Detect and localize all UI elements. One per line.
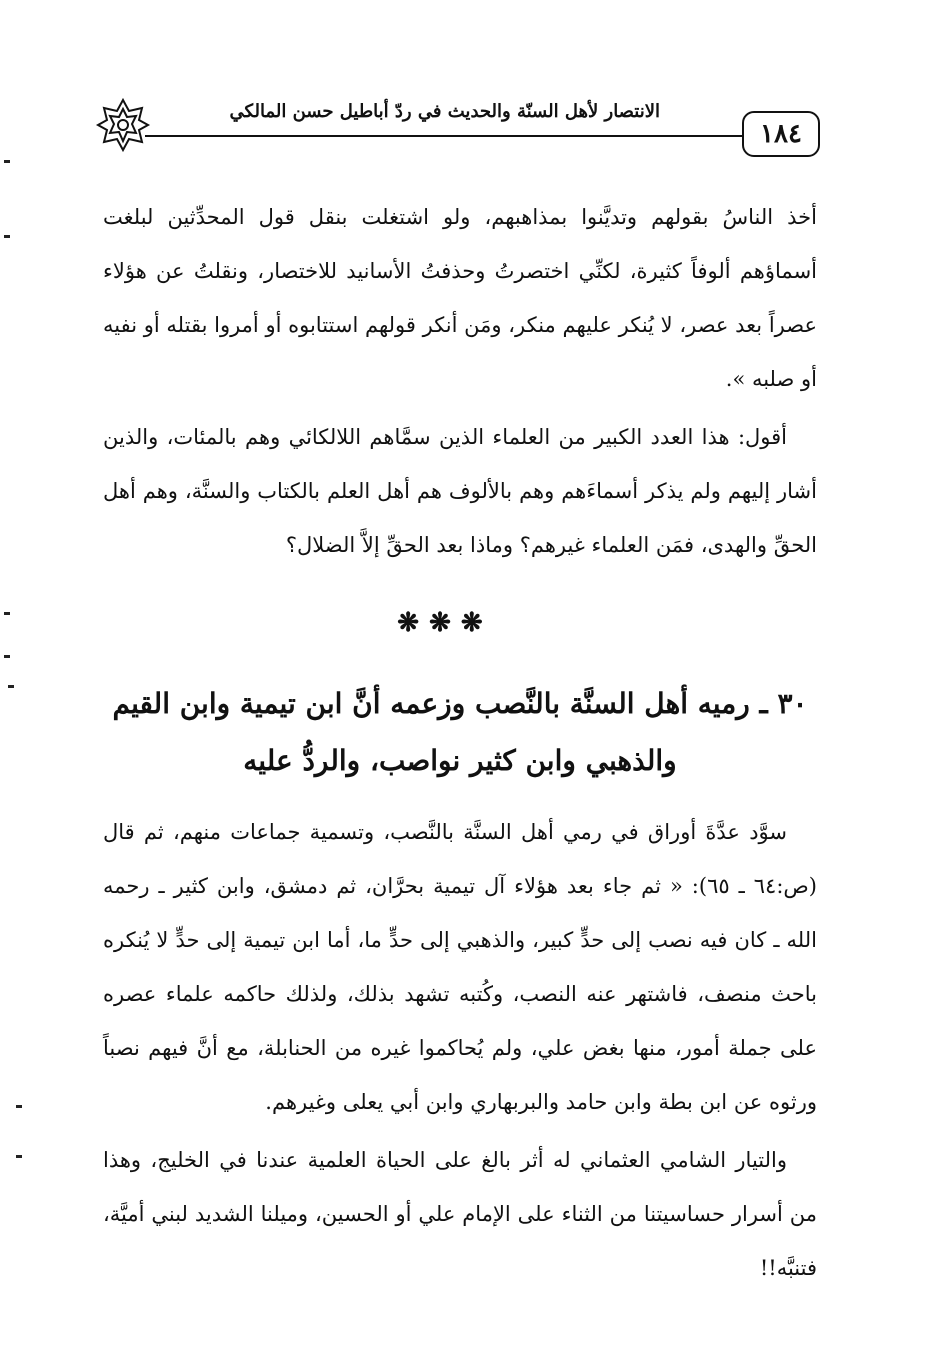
scan-mark (16, 1155, 22, 1158)
page-number: ١٨٤ (742, 111, 820, 157)
scan-mark (4, 235, 10, 238)
ornament-icon (95, 97, 151, 153)
star-icon: ❋ (397, 608, 420, 638)
paragraph: أخذ الناسُ بقولهم وتديَّنوا بمذاهبهم، ولو اشتغلت بنقل قول المحدِّثين لبلغت أسماؤهم ألوفاً كثيرة، لكنِّي اختصرتُ وحذفتُ الأسانيد للاختصار، ونقلتُ عن هؤلاء عصراً بعد عصر، لا يُنكر عليهم منكر، ومَن أنكر قولهم استتابوه أو أمروا بقتله أو نفيه أو صلبه ». (103, 205, 817, 391)
paragraph: والتيار الشامي العثماني له أثر بالغ على الحياة العلمية عندنا في الخليج، وهذا من أسرار حساسيتنا من الثناء على الإمام علي أو الحسين، وميلنا الشديد لبني أميَّة، فتنبَّه!! (103, 1148, 817, 1280)
section-heading (103, 675, 817, 789)
star-icon: ❋ (429, 608, 451, 638)
scan-mark (4, 160, 10, 163)
body-text-top (103, 190, 817, 572)
header-rule (145, 135, 742, 137)
scan-mark (8, 685, 14, 688)
scan-mark (4, 655, 10, 658)
paragraph: سوَّد عدَّةَ أوراق في رمي أهل السنَّة بالنَّصب، وتسمية جماعات منهم، ثم قال (ص:٦٤ ـ ٦٥): « ثم جاء بعد هؤلاء آل تيمية بحرَّان، ثم دمشق، وابن كثير ـ رحمه الله ـ كان فيه نصب إلى حدٍّ كبير، والذهبي إلى حدٍّ ما، أما ابن تيمية إلى حدٍّ لا يُنكره باحث منصف، فاشتهر عنه النصب، وكُتبه تشهد بذلك، ولذلك حاكمه علماء عصره على جملة أمور، منها بغض علي، ولم يُحاكموا غيره من الحنابلة، مع أنَّ فيهم نصباً ورثوه عن ابن بطة وابن حامد والبربهاري وابن أبي يعلى وغيرهم. (103, 820, 817, 1114)
section-heading-line: ٣٠ ـ رميه أهل السنَّة بالنَّصب وزعمه أنَّ ابن تيمية وابن القيم (112, 687, 808, 720)
section-separator (380, 605, 500, 641)
scan-mark (4, 612, 10, 615)
star-icon: ❋ (460, 608, 483, 638)
section-heading-line: والذهبي وابن كثير نواصب، والردُّ عليه (243, 744, 677, 777)
body-text-bottom (103, 805, 817, 1295)
scan-mark (16, 1105, 22, 1108)
page-header (95, 95, 820, 160)
paragraph: أقول: هذا العدد الكبير من العلماء الذين سمَّاهم اللالكائي وهم بالمئات، والذين أشار إليهم ولم يذكر أسماءَهم وهم بالألوف هم أهل العلم بالكتاب والسنَّة، وهم أهل الحقِّ والهدى، فمَن العلماء غيرهم؟ وماذا بعد الحقِّ إلاَّ الضلال؟ (103, 425, 817, 557)
running-title: الانتصار لأهل السنّة والحديث في ردّ أباطيل حسن المالكي (229, 101, 660, 122)
